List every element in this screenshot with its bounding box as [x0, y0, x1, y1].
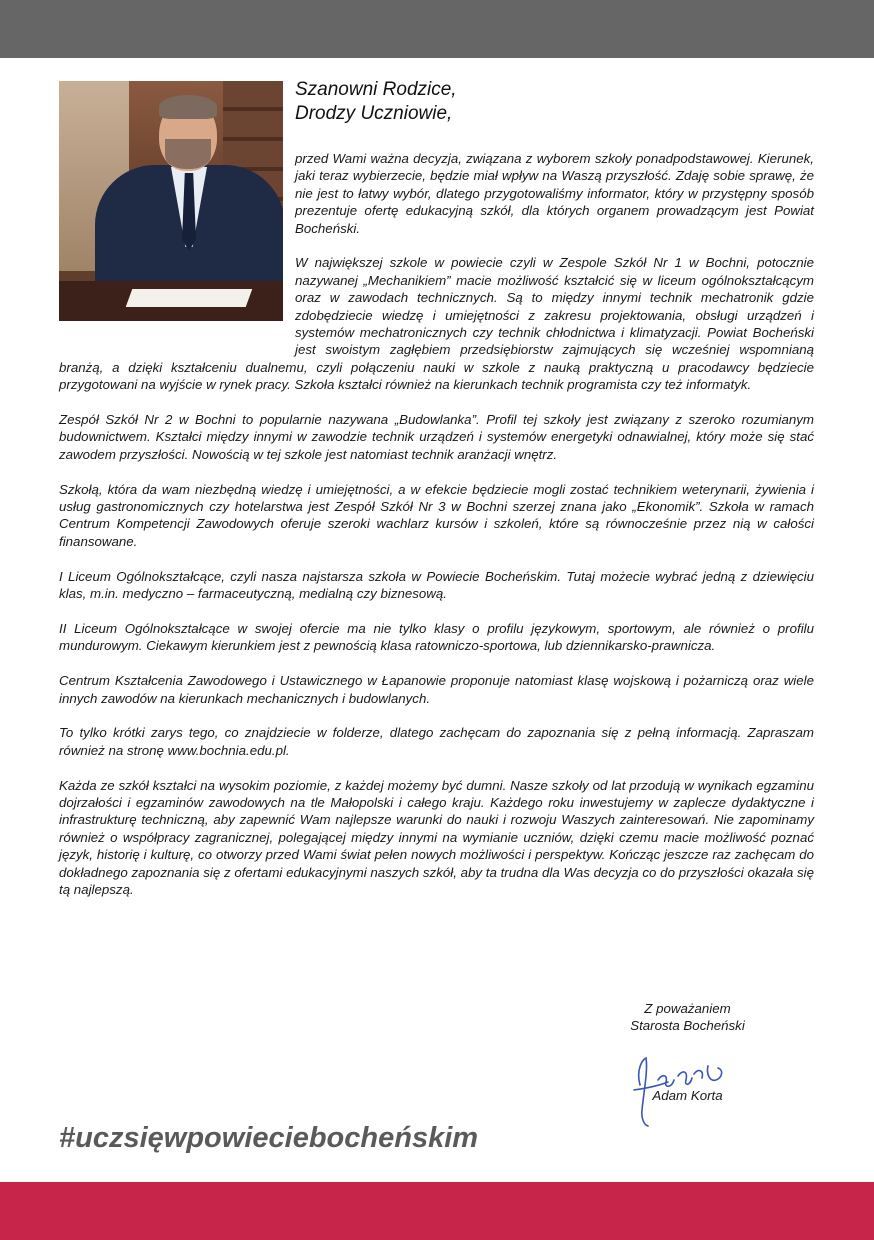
greeting-line-1: Szanowni Rodzice, [295, 79, 457, 100]
closing [600, 1000, 775, 1034]
paragraph: Każda ze szkół kształci na wysokim poziomie, z każdej możemy być dumni. Nasze szkoły od lat przodują w wynikach egzaminu dojrzałości i egzaminów zawodowych na tle Małopolski i całego kraju. Każdego roku inwestujemy w zaplecze dydaktyczne i infrastrukturę techniczną, aby zapewnić Wam najlepsze warunki do nauki i rozwoju Waszych zainteresowań. Nie zapominamy również o współpracy zagranicznej, polegającej między innymi na wymianie uczniów, dzięki czemu macie możliwość poznać język, historię i kulturę, co otworzy przed Wami świat pełen nowych możliwości i perspektyw. Kończąc jeszcze raz zachęcam do dokładnego zapoznania się z ofertami edukacyjnymi naszych szkół, aby ta trudna dla Was decyzja co do przyszłości okazała się tą najlepszą. [59, 777, 814, 897]
paragraph: Zespół Szkół Nr 2 w Bochni to popularnie nazywana „Budowlanka”. Profil tej szkoły jest związany z szeroko rozumianym budownictwem. Kształci między innymi w zawodzie technik urządzeń i systemów energetyki odnawialnej, który może się stać zawodem przyszłości. Nowością w tej szkole jest natomiast technik aranżacji wnętrz. [59, 412, 814, 462]
footer-bar [0, 1182, 874, 1240]
letter-body [59, 150, 814, 916]
paragraph: II Liceum Ogólnokształcące w swojej ofercie ma nie tylko klasy o profilu językowym, sportowym, ale również o profilu mundurowym. Ciekawym kierunkiem jest z pewnością klasa ratowniczo-sportowa, lub dziennikarsko-prawnicza. [59, 620, 814, 654]
signer-name: Adam Korta [652, 1088, 723, 1103]
paragraph: W największej szkole w powiecie czyli w Zespole Szkół Nr 1 w Bochni, potocznie nazywanej „Mechanikiem” macie możliwość kształcić się w liceum ogólnokształcącym oraz w zawodach technicznych. Są to między innymi technik mechatronik gdzie zdobędziecie wiedzę i umiejętności z zakresu projektowania, obsługi urządzeń i systemów mechatronicznych czy technik chłodnictwa i klimatyzacji. Powiat Bocheński jest swoistym zagłębiem przedsiębiorstw zajmujących się wcześniej wspomnianą branżą, a dzięki kształceniu dualnemu, czyli połączeniu nauki w szkole z nauką praktyczną u pracodawcy będziecie przygotowani na wyjście w rynek pracy. Szkoła kształci również na kierunkach technik programista czy też informatyk. [59, 255, 814, 393]
paragraph: przed Wami ważna decyzja, związana z wyborem szkoły ponadpodstawowej. Kierunek, jaki teraz wybierzecie, będzie miał wpływ na Waszą przyszłość. Zdaję sobie sprawę, że nie jest to łatwy wybór, dlatego przygotowaliśmy informator, który w przystępny sposób prezentuje ofertę edukacyjną szkół, dla których organem prowadzącym jest Powiat Bocheński. [295, 151, 814, 236]
paragraph: I Liceum Ogólnokształcące, czyli nasza najstarsza szkoła w Powiecie Bocheńskim. Tutaj możecie wybrać jedną z dziewięciu klas, m.in. medyczno – farmaceutyczną, medialną czy biznesową. [59, 568, 814, 602]
greeting [295, 78, 457, 126]
paragraph: To tylko krótki zarys tego, co znajdziecie w folderze, dlatego zachęcam do zapoznania się z pełną informacją. Zapraszam również na stronę www.bochnia.edu.pl. [59, 725, 814, 758]
greeting-line-2: Drodzy Uczniowie, [295, 103, 453, 124]
header-bar [0, 0, 874, 58]
closing-line-1: Z poważaniem [644, 1001, 731, 1016]
signature [628, 1030, 738, 1130]
paragraph: Centrum Kształcenia Zawodowego i Ustawicznego w Łapanowie proponuje natomiast klasę wojskową i pożarniczą oraz wiele innych zawodów na kierunkach mechanicznych i budowlanych. [59, 673, 814, 706]
hashtag: #uczsięwpowieciebocheńskim [59, 1122, 479, 1154]
closing-line-2: Starosta Bocheński [630, 1018, 745, 1033]
paragraph: Szkołą, która da wam niezbędną wiedzę i umiejętności, a w efekcie będziecie mogli zostać technikiem weterynarii, żywienia i usług gastronomicznych czy hotelarstwa jest Zespół Szkół Nr 3 w Bochni szerzej znana jako „Ekonomik”. Szkoła w ramach Centrum Kompetencji Zawodowych oferuje szeroki wachlarz kursów i szkoleń, które są równocześnie przez nią w całości finansowane. [59, 481, 814, 549]
